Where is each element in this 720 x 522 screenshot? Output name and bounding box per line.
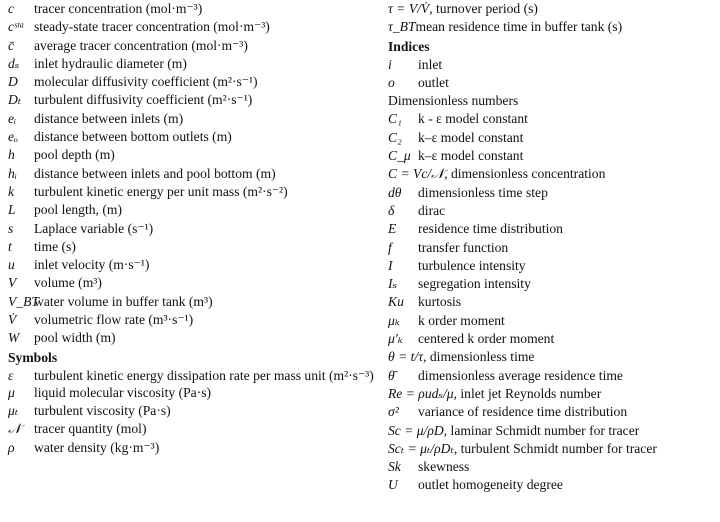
entry-description: liquid molecular viscosity (Pa·s) xyxy=(34,384,212,400)
right-column xyxy=(388,0,716,495)
index-entry xyxy=(388,74,716,92)
entry-symbol: μₖ xyxy=(388,312,400,328)
entry-description: , turbulent Schmidt number for tracer xyxy=(453,440,657,456)
entry-description: distance between inlets (m) xyxy=(34,110,184,126)
nomenclature-entry xyxy=(8,110,380,128)
entry-symbol: C₂ xyxy=(388,129,402,145)
entry-symbol: τ_BT xyxy=(388,19,416,35)
entry-description: volume (m³) xyxy=(34,275,102,291)
index-entry xyxy=(388,56,716,74)
entry-description: kurtosis xyxy=(418,294,462,310)
entry-description: dirac xyxy=(418,202,446,218)
entry-symbol: u xyxy=(8,257,15,273)
nomenclature-entry xyxy=(8,220,380,238)
entry-description: centered k order moment xyxy=(418,331,555,347)
entry-symbol: V_BT xyxy=(8,293,39,309)
entry-description: outlet xyxy=(418,74,449,90)
entry-symbol: μ xyxy=(8,384,15,400)
nomenclature-entry xyxy=(8,128,380,146)
entry-symbol: t xyxy=(8,238,12,254)
dimensionless-entry xyxy=(388,202,716,220)
nomenclature-entry xyxy=(8,329,380,347)
time-list xyxy=(388,0,716,37)
indices-heading: Indices xyxy=(388,38,430,54)
entry-description: inlet xyxy=(418,56,443,72)
entry-symbol: Sc = μ/ρD xyxy=(388,422,444,438)
symbol-entry xyxy=(8,439,380,457)
entry-description: Laplace variable (s⁻¹) xyxy=(34,220,154,236)
entry-symbol: f xyxy=(388,239,392,255)
entry-symbol: V̇ xyxy=(8,312,17,328)
entry-description: pool width (m) xyxy=(34,330,116,346)
dimensionless-entry xyxy=(388,220,716,238)
entry-description: mean residence time in buffer tank (s) xyxy=(415,19,623,35)
nomenclature-entry xyxy=(8,55,380,73)
entry-symbol: o xyxy=(388,74,395,90)
entry-symbol: θ = t/τ xyxy=(388,349,424,365)
entry-symbol: Ku xyxy=(388,294,404,310)
entry-description: transfer function xyxy=(418,239,509,255)
entry-symbol: c̄ xyxy=(8,37,15,53)
entry-description: k order moment xyxy=(418,312,505,328)
entry-symbol: L xyxy=(8,202,16,218)
left-column xyxy=(8,0,380,457)
dimensionless-entry xyxy=(388,129,716,147)
nomenclature-entry xyxy=(8,146,380,164)
entry-description: distance between bottom outlets (m) xyxy=(34,129,232,145)
entry-symbol: δ xyxy=(388,202,395,218)
entry-symbol: s xyxy=(8,220,14,236)
entry-symbol: Dₜ xyxy=(8,92,22,108)
entry-description: , dimensionless time xyxy=(423,349,535,365)
dimensionless-entry xyxy=(388,440,716,458)
entry-symbol: eᵢ xyxy=(8,110,17,126)
epsilon-entry xyxy=(8,367,380,384)
entry-description: steady-state tracer concentration (mol·m⁻³) xyxy=(34,19,270,35)
entry-symbol: c xyxy=(8,1,15,16)
dimensionless-entry xyxy=(388,147,716,165)
dimensionless-entry xyxy=(388,293,716,311)
entry-description: pool length, (m) xyxy=(34,202,122,218)
entry-description: volumetric flow rate (m³·s⁻¹) xyxy=(34,312,194,328)
entry-symbol: Sk xyxy=(388,459,401,475)
nomenclature-entry xyxy=(8,0,380,18)
nomenclature-entry xyxy=(8,274,380,292)
entry-symbol: C = Vc/𝒩 xyxy=(388,166,445,182)
entry-description: residence time distribution xyxy=(418,221,563,237)
nomenclature-entry xyxy=(8,256,380,274)
entry-description: molecular diffusivity coefficient (m²·s⁻¹) xyxy=(34,74,258,90)
entry-symbol: Re = ρudₛ/μ xyxy=(388,385,454,401)
entry-description: time (s) xyxy=(34,238,76,254)
entry-symbol: dθ xyxy=(388,184,402,200)
symbol-entry xyxy=(8,420,380,438)
nomenclature-entry xyxy=(388,0,716,18)
dimensionless-entry xyxy=(388,367,716,385)
dimensionless-entry xyxy=(388,458,716,476)
dimensionless-entry xyxy=(388,330,716,348)
dimensionless-entry xyxy=(388,403,716,421)
entry-symbol: ρ xyxy=(8,439,15,455)
dimensionless-heading: Dimensionless numbers xyxy=(388,93,519,109)
entry-symbol: Scₜ = μₜ/ρDₜ xyxy=(388,440,454,456)
nomenclature-entry xyxy=(8,91,380,109)
entry-symbol: τ = V/V̇ xyxy=(388,1,430,16)
entry-description: dimensionless average residence time xyxy=(418,367,623,383)
nomenclature-entry xyxy=(8,73,380,91)
dimensionless-entry xyxy=(388,312,716,330)
entry-symbol: Iₛ xyxy=(388,276,398,292)
entry-symbol: W xyxy=(8,330,20,346)
entry-symbol: V xyxy=(8,275,17,291)
entry-symbol: μₜ xyxy=(8,402,19,418)
dimensionless-entry xyxy=(388,422,716,440)
entry-symbol: hᵢ xyxy=(8,165,17,181)
nomenclature-entry xyxy=(8,201,380,219)
entry-description: outlet homogeneity degree xyxy=(418,477,563,493)
entry-symbol: C₁ xyxy=(388,111,402,127)
entry-description: , turnover period (s) xyxy=(429,1,538,16)
entry-symbol: dₛ xyxy=(8,55,20,71)
entry-description: , dimensionless concentration xyxy=(444,166,606,182)
entry-symbol: C_μ xyxy=(388,148,411,164)
dimensionless-entry xyxy=(388,275,716,293)
entry-description: , laminar Schmidt number for tracer xyxy=(443,422,640,438)
epsilon-description: turbulent kinetic energy dissipation rate per mass unit (m²·s⁻³) xyxy=(34,367,374,383)
entry-symbol: θ̄ xyxy=(388,367,395,383)
symbols-heading: Symbols xyxy=(8,349,58,365)
dimensionless-entry xyxy=(388,476,716,494)
entry-symbol: k xyxy=(8,183,15,199)
entry-symbol: i xyxy=(388,56,392,72)
entry-description: pool depth (m) xyxy=(34,147,115,163)
dimensionless-entry xyxy=(388,110,716,128)
nomenclature-entry xyxy=(8,37,380,55)
nomenclature-entry xyxy=(8,165,380,183)
entry-description: average tracer concentration (mol·m⁻³) xyxy=(34,37,248,53)
entry-symbol: cˢᵗᵃ xyxy=(8,19,25,35)
dimensionless-entry xyxy=(388,184,716,202)
entry-description: water density (kg·m⁻³) xyxy=(34,439,160,455)
entry-description: turbulent diffusivity coefficient (m²·s⁻¹) xyxy=(34,92,253,108)
dimensionless-entry xyxy=(388,239,716,257)
nomenclature-entry xyxy=(8,183,380,201)
greek-symbol-list xyxy=(8,384,380,457)
entry-description: , inlet jet Reynolds number xyxy=(453,385,602,401)
entry-description: k - ε model constant xyxy=(418,111,528,127)
nomenclature-entry xyxy=(8,238,380,256)
entry-symbol: U xyxy=(388,477,398,493)
entry-description: k–ε model constant xyxy=(418,148,524,164)
entry-description: dimensionless time step xyxy=(418,184,548,200)
entry-description: inlet velocity (m·s⁻¹) xyxy=(34,257,150,273)
entry-description: skewness xyxy=(418,459,470,475)
entry-symbol: I xyxy=(388,257,393,273)
entry-description: turbulent kinetic energy per unit mass (m²·s⁻²) xyxy=(34,183,288,199)
symbol-entry xyxy=(8,384,380,402)
dimensionless-entry xyxy=(388,385,716,403)
entry-symbol: E xyxy=(388,221,397,237)
entry-description: tracer quantity (mol) xyxy=(34,421,147,437)
dimensionless-entry xyxy=(388,165,716,183)
variable-list xyxy=(8,0,380,348)
entry-description: water volume in buffer tank (m³) xyxy=(34,293,213,309)
entry-symbol: σ² xyxy=(388,404,399,420)
nomenclature-entry xyxy=(8,311,380,329)
indices-list xyxy=(388,56,716,93)
entry-symbol: 𝒩 xyxy=(8,421,22,437)
nomenclature-entry xyxy=(8,18,380,36)
dimensionless-entry xyxy=(388,257,716,275)
entry-description: variance of residence time distribution xyxy=(418,404,628,420)
nomenclature-entry xyxy=(8,293,380,311)
dimensionless-entry xyxy=(388,348,716,366)
epsilon-symbol: ε xyxy=(8,367,14,383)
dimensionless-list xyxy=(388,110,716,494)
nomenclature-entry xyxy=(388,18,716,36)
entry-symbol: h xyxy=(8,147,15,163)
entry-description: tracer concentration (mol·m⁻³) xyxy=(34,1,203,16)
entry-description: k–ε model constant xyxy=(418,129,524,145)
entry-description: inlet hydraulic diameter (m) xyxy=(34,55,187,71)
entry-description: distance between inlets and pool bottom (m) xyxy=(34,165,276,181)
symbol-entry xyxy=(8,402,380,420)
entry-description: turbulence intensity xyxy=(418,257,526,273)
entry-description: turbulent viscosity (Pa·s) xyxy=(34,402,171,418)
entry-symbol: eₒ xyxy=(8,129,18,145)
entry-description: segregation intensity xyxy=(418,276,531,292)
entry-symbol: μ′ₖ xyxy=(388,331,403,347)
entry-symbol: D xyxy=(8,74,18,90)
